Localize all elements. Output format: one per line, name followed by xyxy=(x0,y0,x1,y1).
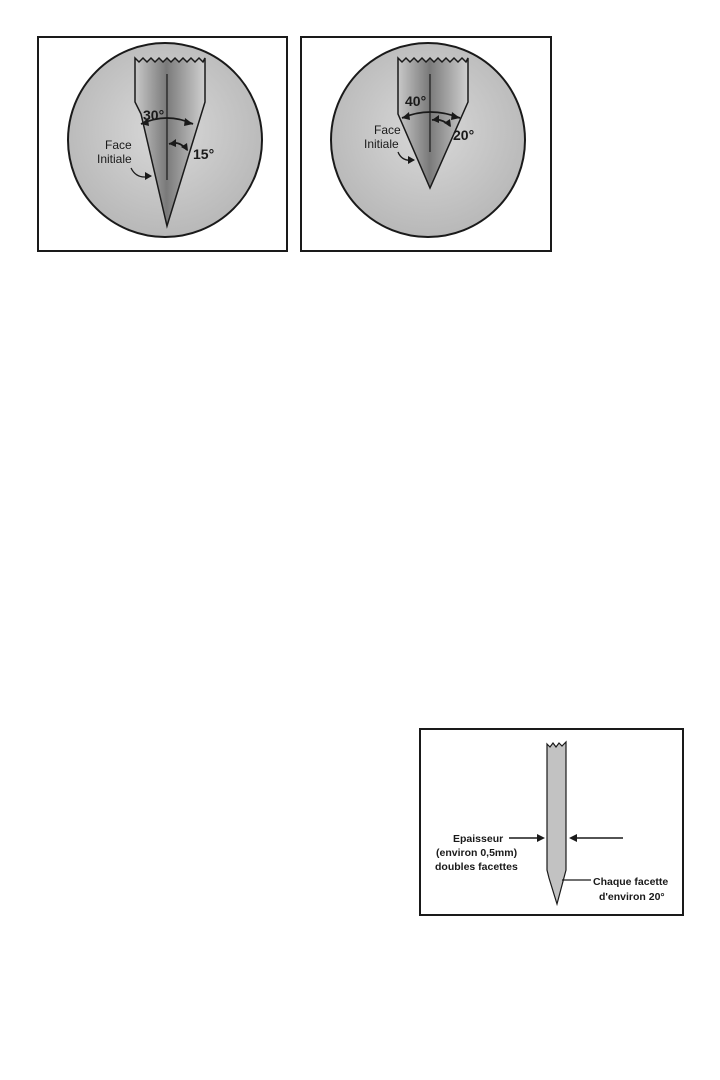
initial-face-label-line1: Face xyxy=(374,123,401,137)
included-angle-label: 30° xyxy=(143,107,165,123)
blade-tip-40-degree-figure xyxy=(300,36,552,252)
blade-tip-40-diagram xyxy=(302,38,554,254)
initial-face-label-line2: Initiale xyxy=(364,137,399,151)
blade-tip-30-diagram xyxy=(39,38,290,254)
initial-face-label-line2: Initiale xyxy=(97,152,132,166)
thickness-arrow-right-head xyxy=(569,834,577,842)
thickness-label-line2: (environ 0,5mm) xyxy=(436,847,518,859)
thickness-label-line1: Epaisseur xyxy=(453,833,504,845)
included-angle-label: 40° xyxy=(405,93,427,109)
blade-thickness-diagram xyxy=(421,730,686,918)
facet-label-line1: Chaque facette xyxy=(593,876,669,888)
thickness-label-line3: doubles facettes xyxy=(435,861,518,873)
thickness-arrow-left-head xyxy=(537,834,545,842)
blade-tip-30-degree-figure xyxy=(37,36,288,252)
blade-thickness-figure xyxy=(419,728,684,916)
half-angle-label: 15° xyxy=(193,146,215,162)
half-angle-label: 20° xyxy=(453,127,475,143)
facet-label-line2: d'environ 20° xyxy=(599,891,665,903)
initial-face-label-line1: Face xyxy=(105,138,132,152)
